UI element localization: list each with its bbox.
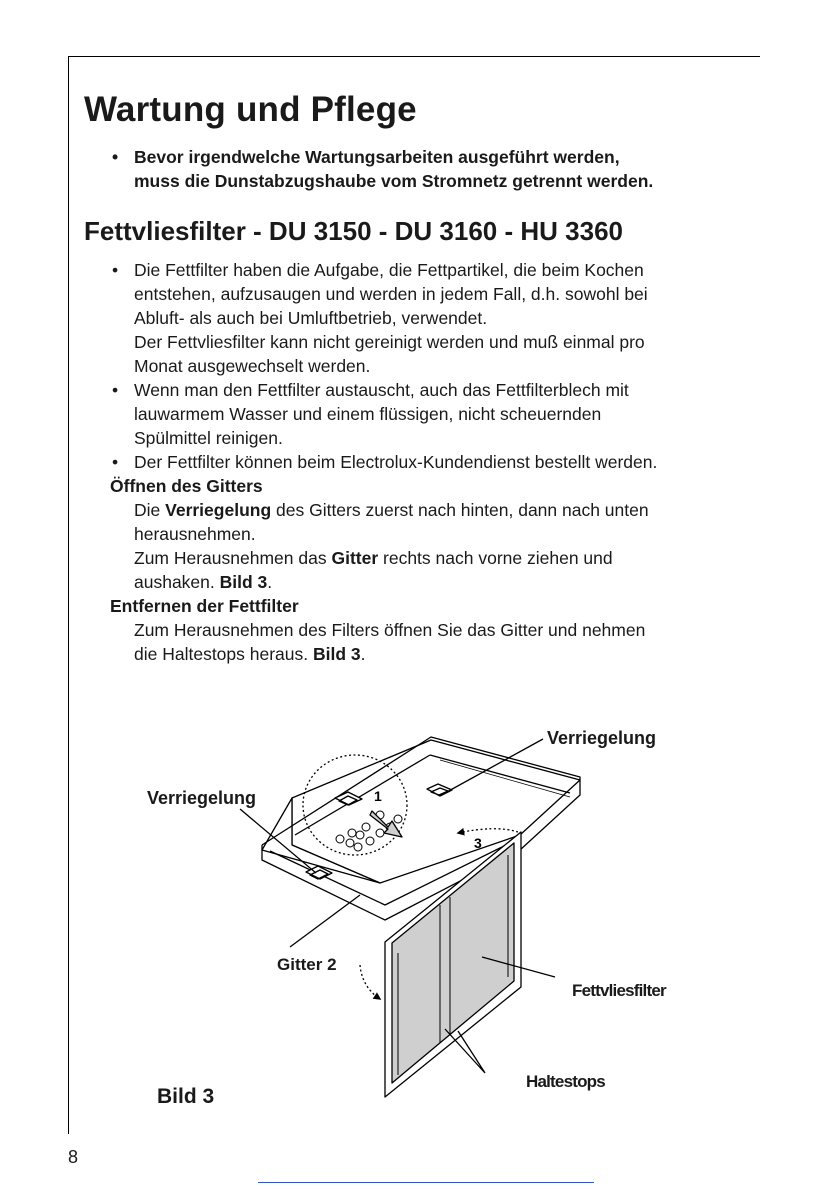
remove-paragraph-line-2 — [110, 642, 750, 666]
text-run: . — [360, 644, 366, 664]
bullet-line: • Der Fettfilter können beim Electrolux-Kundendienst bestellt werden. — [134, 452, 658, 472]
bullet-line: • Wenn man den Fettfilter austauscht, auch das Fettfilterblech mit — [134, 380, 629, 400]
bullet-line: Monat ausgewechselt werden. — [134, 356, 371, 376]
section-title: Fettvliesfilter - DU 3150 - DU 3160 - HU 3360 — [84, 216, 623, 246]
warning-line-1: • Bevor irgendwelche Wartungsarbeiten ausgeführt werden, — [134, 147, 620, 167]
arrow-step-2 — [360, 965, 380, 999]
label-gitter-text: Gitter — [277, 955, 323, 974]
label-verriegelung-left: Verriegelung — [147, 788, 257, 808]
step-3-number: 3 — [474, 835, 482, 851]
grid-inner — [392, 843, 514, 1083]
text-run: Zum Herausnehmen das — [134, 548, 332, 568]
text-run: des Gitters zuerst nach hinten, dann nach unten — [271, 500, 649, 520]
warning-line-2: muss die Dunstabzugshaube vom Stromnetz getrennt werden. — [134, 171, 654, 191]
open-paragraph-1-cont: herausnehmen. — [134, 524, 256, 544]
label-fettvliesfilter: Fettvliesfilter — [572, 981, 666, 1000]
bullet-item — [110, 450, 750, 474]
bold-term-gitter: Gitter — [331, 548, 379, 568]
bullet-item — [110, 258, 750, 378]
bullet-line: Abluft- als auch bei Umluftbetrieb, verwendet. — [134, 308, 488, 328]
bullet-line: Spülmittel reinigen. — [134, 428, 283, 448]
page-number: 8 — [68, 1147, 79, 1167]
label-verriegelung-top: Verriegelung — [547, 728, 657, 748]
leader-gitter — [290, 895, 360, 947]
text-run: . — [267, 572, 273, 592]
figure-reference: Bild 3 — [313, 644, 361, 664]
label-haltestops: Haltestops — [526, 1072, 605, 1091]
label-gitter — [277, 955, 337, 975]
open-paragraph-2-cont — [110, 570, 750, 594]
bullet-line: • Die Fettfilter haben die Aufgabe, die Fettpartikel, die beim Kochen — [134, 260, 644, 280]
subheading-open-grid: Öffnen des Gitters — [110, 476, 263, 496]
bullet-line: Der Fettvliesfilter kann nicht gereinigt werden und muß einmal pro — [134, 332, 645, 352]
open-paragraph-1 — [110, 498, 750, 522]
figure-reference: Bild 3 — [219, 572, 268, 592]
leader-haltestops — [445, 1029, 485, 1073]
step-2-number: 2 — [327, 955, 337, 974]
bold-term-verriegelung: Verriegelung — [165, 500, 272, 520]
subheading-remove-filter: Entfernen der Fettfilter — [110, 596, 299, 616]
page-title: Wartung und Pflege — [84, 90, 417, 129]
page-frame-left — [68, 56, 69, 1134]
text-run: die Haltestops heraus. — [134, 644, 313, 664]
bullet-line: entstehen, aufzusaugen und werden in jedem Fall, d.h. sowohl bei — [134, 284, 648, 304]
page-frame-top — [68, 56, 760, 57]
bullet-line: lauwarmem Wasser und einem flüssigen, nicht scheuernden — [134, 404, 602, 424]
bullet-item — [110, 378, 750, 450]
text-run: rechts nach vorne ziehen und — [378, 548, 613, 568]
remove-paragraph-line-1: Zum Herausnehmen des Filters öffnen Sie das Gitter und nehmen — [134, 620, 646, 640]
open-paragraph-2 — [110, 546, 750, 570]
safety-warning — [110, 145, 774, 193]
figure-caption: Bild 3 — [157, 1085, 215, 1108]
footer-link-underline[interactable] — [258, 1182, 594, 1183]
text-run: aushaken. — [134, 572, 220, 592]
text-run: Die — [134, 500, 166, 520]
step-1-number: 1 — [374, 788, 382, 804]
instructions-body — [110, 258, 750, 666]
range-hood-diagram — [140, 715, 700, 1115]
